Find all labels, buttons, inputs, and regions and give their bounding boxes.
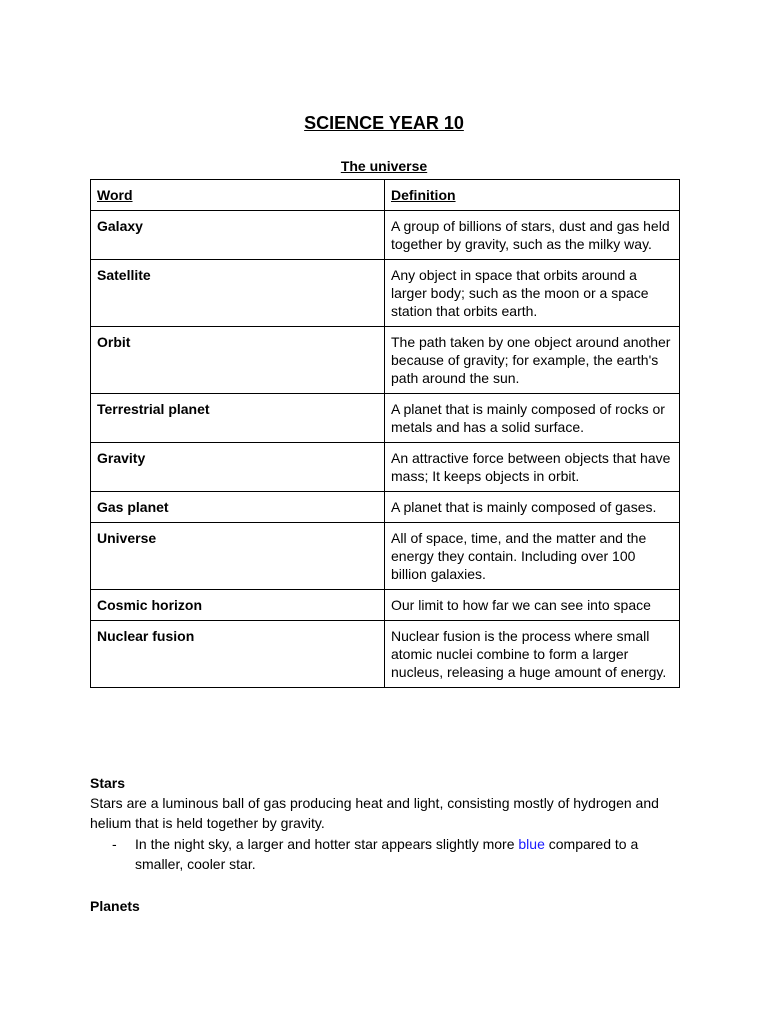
- table-row: [91, 211, 680, 260]
- term-cell: Nuclear fusion: [91, 621, 385, 688]
- column-header-word: Word: [91, 180, 385, 211]
- definition-cell: A group of billions of stars, dust and gas held together by gravity, such as the milky way.: [385, 211, 680, 260]
- term-cell: Terrestrial planet: [91, 394, 385, 443]
- term-cell: Cosmic horizon: [91, 590, 385, 621]
- table-row: [91, 260, 680, 327]
- term-cell: Satellite: [91, 260, 385, 327]
- table-caption: The universe: [340, 158, 428, 174]
- term-cell: Gravity: [91, 443, 385, 492]
- stars-bullet-item: [135, 834, 683, 874]
- definition-cell: Any object in space that orbits around a larger body; such as the moon or a space station that orbits earth.: [385, 260, 680, 327]
- table-row: [91, 443, 680, 492]
- bullet-text-before: In the night sky, a larger and hotter star appears slightly more: [135, 836, 519, 852]
- bullet-text-after: compared to a smaller, cooler star.: [135, 836, 639, 872]
- document-title: SCIENCE YEAR 10: [304, 113, 464, 133]
- table-row: [91, 492, 680, 523]
- definition-cell: Our limit to how far we can see into space: [385, 590, 680, 621]
- definition-cell: A planet that is mainly composed of rocks or metals and has a solid surface.: [385, 394, 680, 443]
- planets-heading: Planets: [90, 898, 140, 914]
- term-cell: Universe: [91, 523, 385, 590]
- table-row: [91, 590, 680, 621]
- column-header-definition: Definition: [385, 180, 680, 211]
- stars-heading: Stars: [90, 775, 126, 791]
- table-row: [91, 327, 680, 394]
- table-row: [91, 394, 680, 443]
- term-cell: Orbit: [91, 327, 385, 394]
- term-cell: Gas planet: [91, 492, 385, 523]
- table-row: [91, 523, 680, 590]
- table-header-row: [91, 180, 680, 211]
- definition-cell: The path taken by one object around another because of gravity; for example, the earth's path around the sun.: [385, 327, 680, 394]
- table-row: [91, 621, 680, 688]
- definition-cell: An attractive force between objects that have mass; It keeps objects in orbit.: [385, 443, 680, 492]
- definition-cell: All of space, time, and the matter and the energy they contain. Including over 100 billion galaxies.: [385, 523, 680, 590]
- stars-paragraph: Stars are a luminous ball of gas producing heat and light, consisting mostly of hydrogen and helium that is held together by gravity.: [90, 795, 659, 831]
- term-cell: Galaxy: [91, 211, 385, 260]
- definition-cell: Nuclear fusion is the process where small atomic nuclei combine to form a larger nucleus, releasing a huge amount of energy.: [385, 621, 680, 688]
- definition-cell: A planet that is mainly composed of gases.: [385, 492, 680, 523]
- highlighted-word-blue: blue: [518, 836, 545, 852]
- glossary-table: [90, 179, 680, 688]
- bullet-marker: -: [112, 836, 117, 852]
